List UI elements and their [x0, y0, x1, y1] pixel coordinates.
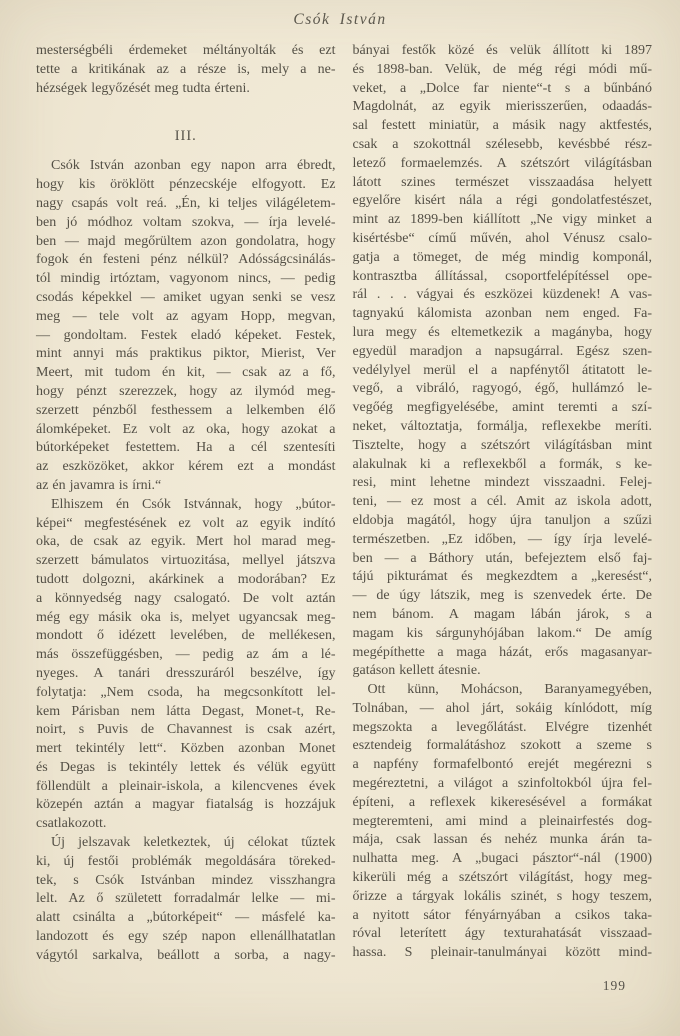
text-line: magam kis sárgunyhójában lakom.“ De amíg	[352, 625, 652, 641]
text-line: mondott ő idézett levelében, de mellékesen,	[36, 628, 336, 644]
text-line: alakulnak ki a reflexekből a formák, s ke-	[352, 456, 652, 472]
text-line: egyelőre kisért nála a régi gondolatfestészet,	[352, 193, 652, 209]
text-line: ki, új festői problémák megoldására töreked-	[36, 853, 336, 869]
column-right	[353, 42, 653, 966]
text-line: Ott künn, Mohácson, Baranyamegyében,	[367, 682, 652, 698]
text-line: kontrasztba állítással, csoportfelépítéssel ope-	[352, 268, 652, 284]
text-line: gatja a tömeget, de még mindig komponál,	[352, 249, 652, 265]
text-line: szerzett bámulatos virtuozitása, mellyel játszva	[36, 553, 336, 569]
text-line: — de úgy látszik, meg is szenvedek érte. De	[352, 588, 652, 604]
text-line: építeni, a reflexek kikeresésével a formákat	[352, 794, 652, 810]
paragraph	[36, 834, 336, 966]
text-line: ben — majd megőrültem azon gondolatra, hogy	[36, 233, 336, 249]
text-line: fogok én festeni pénz nélkül? Adósságcsinálás-	[36, 252, 336, 268]
text-line: hogy kis öröklött pénzecskéje elfogyott. Ez	[36, 177, 336, 193]
text-line: Új jelszavak keletkeztek, új célokat tűztek	[51, 835, 336, 851]
text-line: mint annyi más praktikus piktor, Mierist, Ver	[36, 346, 336, 362]
paragraph	[36, 157, 336, 495]
page-number: 199	[602, 978, 626, 993]
text-line: Elhiszem én Csók Istvánnak, hogy „bútor-	[51, 496, 336, 512]
text-line: hézségek legyőzését meg tudta érteni.	[36, 80, 250, 96]
text-line: landozott és egy szép napon ellenállhatatlan	[36, 929, 336, 945]
text-line: nagy csapás volt reá. „Én, ki teljes világéletem-	[36, 195, 336, 211]
text-line: bányai festők közé és velük állított ki 1897	[352, 43, 652, 58]
text-line: látott szines természet visszaadása helyett	[352, 174, 652, 190]
text-line: vegő, a vibráló, ragyogó, égő, hullámzó le-	[352, 381, 652, 397]
text-line: bútorképeket festettem. Ha a cél szentesíti	[36, 440, 336, 456]
text-line: gatáson kellett átesnie.	[352, 663, 481, 679]
text-line: kem Párisban nem látta Degast, Monet-t, Re-	[36, 703, 336, 719]
text-line: csodás képekkel — amiket ugyan senki se vesz	[36, 289, 336, 305]
text-line: vegőég megfigyelésébe, amint teremti a szí-	[352, 400, 652, 416]
text-line: a könnyedség nagy csalogató. De volt aztán	[36, 590, 336, 606]
text-line: eldobja magától, hogy újra tanuljon a szűzi	[352, 512, 652, 528]
text-line: természetben. „Ez időben, — így írja levelé-	[352, 531, 652, 547]
text-line: egyedül maradjon a napsugárral. Egész szen-	[352, 343, 652, 359]
text-line: megteremteni, ami mind a pleinairfestés dog-	[352, 813, 652, 829]
text-line: mája, csak lassan és nehéz munka árán ta-	[352, 832, 652, 848]
text-line: letező formaelemzés. A szétszórt világításban	[352, 155, 652, 171]
paragraph	[353, 681, 653, 963]
column-left	[36, 42, 336, 966]
text-line: a napfény formafelbontó erejét megérezni s	[352, 757, 652, 773]
text-line: lelt. Az ő született forradalmár lelke — mi-	[36, 891, 336, 907]
text-line: vedélylyel merül el a napfénytől átitatott le-	[352, 362, 652, 378]
text-line: kisértésbe“ című művén, ahol Vénusz csalo-	[352, 230, 652, 246]
paragraph	[36, 42, 336, 98]
text-line: tól mindig irtóztam, vagyonom nincs, — pedig	[36, 271, 336, 287]
text-line: rál . . . vágyai és eszközei küzdenek! A vas-	[352, 287, 652, 303]
text-line: Magdolnát, az egyik mierisszerűen, odaadás-	[352, 99, 652, 115]
text-line: szerzett pénzből festhessem a lelkemben élő	[36, 402, 336, 418]
text-line: tette a kritikának az a része is, mely a ne-	[36, 61, 336, 77]
text-line: megszokta a levegőlátást. Elvégre tizenhét	[352, 719, 652, 735]
text-line: és 1898-ban. Velük, de még régi módi mű-	[352, 61, 652, 77]
text-line: közepén aztán a magyar fiatalság is hozzájuk	[36, 797, 336, 813]
text-line: mesterségbéli érdemeket méltányolták és ezt	[36, 43, 336, 58]
text-line: és Degas is tekintély lettek és vélük együtt	[36, 759, 336, 775]
text-line: csak a szokottnál szélesebb, kevésbbé rész-	[352, 136, 652, 152]
text-line: resi, mint lehetne mindezt visszaadni. Felej-	[352, 475, 652, 491]
text-line: oka, de csak az egyik. Mert hol marad meg-	[36, 534, 336, 550]
text-line: kikerüli még a szétszórt világítást, hogy meg-	[352, 870, 652, 886]
text-line: megéreztetni, a világot a szinfoltokból újra fel-	[352, 776, 652, 792]
text-line: álomképeket. Ez volt az oka, hogy azokat a	[36, 421, 336, 437]
text-line: veket, a „Dolce far niente“-t s a bűnbánó	[352, 80, 652, 96]
text-line: hogy pénzt szerezzek, hogy az ilymód meg-	[36, 383, 336, 399]
paragraph	[36, 496, 336, 834]
text-line: sal festett miniatür, a másik nagy aktfestés,	[352, 118, 652, 134]
text-line: Csók István azonban egy napon arra ébredt,	[51, 158, 336, 174]
text-line: mint az 1899-ben kiállított „Ne vigy minket a	[352, 212, 652, 228]
section-heading: III.	[174, 128, 197, 145]
text-columns	[36, 42, 652, 966]
text-line: nyeges. A tanári dresszuráról beszélve, így	[36, 665, 336, 681]
text-line: az eszközöket, akkor kérem ezt a mondást	[36, 459, 336, 475]
text-line: őrizze a tárgyak lokális szinét, s hogy teszem,	[352, 888, 652, 904]
text-line: mert tekintély lett“. Közben azonban Monet	[36, 741, 336, 757]
text-line: képei“ megfestésének ez volt az egyik indító	[36, 515, 336, 531]
text-line: megépíthette a maga házát, erős magasanyar-	[352, 644, 652, 660]
text-line: meg — tele volt az agyam Hopp, megvan,	[36, 308, 336, 324]
text-line: ben jó módhoz voltam szokva, — írja levelé-	[36, 214, 336, 230]
text-line: esztendeig formalátáshoz szokott a szeme s	[352, 738, 652, 754]
text-line: folytatja: „Nem csoda, ha megcsonkított lel-	[36, 684, 336, 700]
text-line: noirt, s Puvis de Chavannest is csak azért,	[36, 722, 336, 738]
text-line: tudott dolgozni, akárkinek a modorában? Ez	[36, 571, 336, 587]
text-line: Tolnában, — ahol járt, sokáig kínlódott, míg	[352, 700, 652, 716]
paragraph	[353, 42, 653, 681]
text-line: — gondoltam. Festek eladó képeket. Festek,	[36, 327, 336, 343]
text-line: tagnyakú kálomista azonban nem enged. Fa-	[352, 306, 652, 322]
text-line: nulhatta meg. A „bugaci pásztor“-nál (1900)	[352, 851, 652, 867]
text-line: föllendült a pleinair-iskola, a kilencvenes évek	[36, 778, 336, 794]
text-line: alatt csinálta a „bútorképeit“ — másfelé ka-	[36, 910, 336, 926]
text-line: hassa. S pleinair-tanulmányai között mind-	[352, 945, 652, 961]
text-line: Tisztelte, hogy a szétszórt világításban mint	[352, 437, 652, 453]
text-line: nem bánom. A magam lábán járok, s a	[352, 606, 652, 622]
text-line: csatlakozott.	[36, 816, 107, 832]
text-line: más összefüggésben, — pedig az ám a lé-	[36, 647, 336, 663]
text-line: még egy másik oka is, melyet ugyancsak meg-	[36, 609, 336, 625]
text-line: ben — a Báthory után, befejeztem első faj-	[352, 550, 652, 566]
text-line: a nyitott sátor fényárnyában a csikos taka-	[352, 907, 652, 923]
text-line: tek, s Csók Istvánban mindez visszhangra	[36, 872, 336, 888]
text-line: neket, változtatja, formálja, reflexekbe meríti.	[352, 418, 652, 434]
text-line: teni, — ez most a cél. Amit az iskola adott,	[352, 494, 652, 510]
text-line: vágytól sarkalva, beállott a sorba, a nagy-	[36, 947, 336, 963]
text-line: lura megy és eltemetkezik a magányba, hogy	[352, 324, 652, 340]
running-header: Csók István	[293, 11, 387, 28]
text-line: az én javamra is írni.“	[36, 477, 162, 493]
text-line: róval leterített ágy texturahatását visszaad-	[352, 926, 652, 942]
text-line: tájú pikturámat és megkezdtem a „keresést“,	[352, 569, 652, 585]
text-line: Meert, mit tudom én kit, — csak az a fő,	[36, 365, 336, 381]
